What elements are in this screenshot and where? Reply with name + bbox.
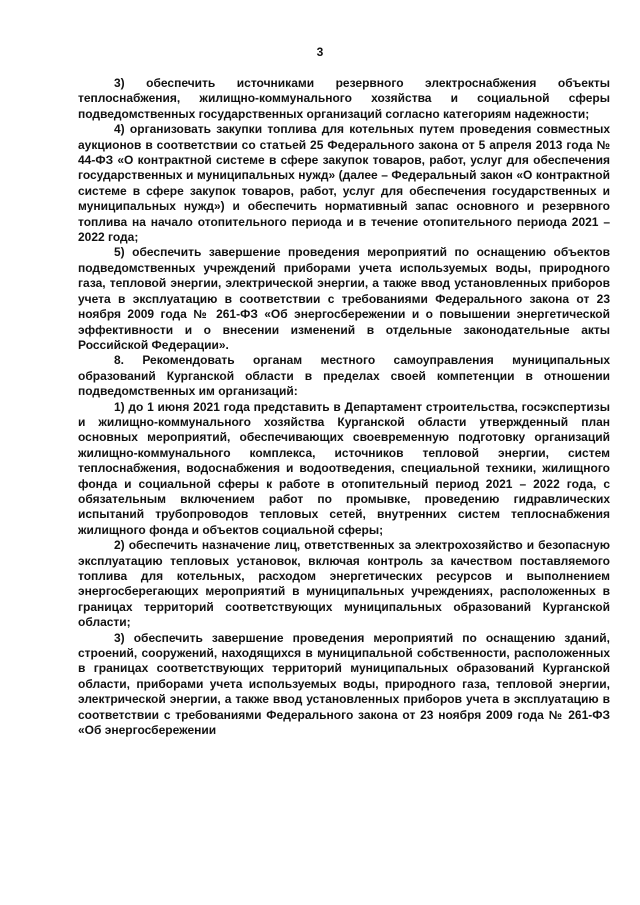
paragraph-5-metering: 5) обеспечить завершение проведения мероприятий по оснащению объектов подведомственных учреждений приборами учета используемых воды, природного газа, тепловой энергии, электрической энергии, а также ввод установленных приборов учета в эксплуатацию в соответствии с требованиями Федерального закона от 23 ноября 2009 года № 261-ФЗ «Об энергосбережении и о повышении энергетической эффективности и о внесении изменений в отдельные законодательные акты Российской Федерации». xyxy=(78,245,610,352)
paragraph-8-1-plan: 1) до 1 июня 2021 года представить в Департамент строительства, госэкспертизы и жилищно-коммунального хозяйства Курганской области утвержденный план основных мероприятий, обеспечивающих своевременную подготовку организаций жилищно-коммунального комплекса, источников тепловой энергии, систем теплоснабжения, водоснабжения и водоотведения, специальной техники, жилищного фонда и социальной сферы к работе в отопительный период 2021 – 2022 года, с обязательным включением работ по промывке, проведению гидравлических испытаний трубопроводов тепловых сетей, внутренних систем теплоснабжения жилищного фонда и объектов социальной сферы; xyxy=(78,399,610,537)
paragraph-3-backup-power: 3) обеспечить источниками резервного электроснабжения объекты теплоснабжения, жилищно-коммунального хозяйства и социальной сферы подведомственных государственных организаций согласно категориям надежности; xyxy=(78,76,610,121)
document-body xyxy=(78,76,610,738)
paragraph-8-2-responsible-persons: 2) обеспечить назначение лиц, ответственных за электрохозяйство и безопасную эксплуатацию тепловых установок, включая контроль за качеством поставляемого топлива для котельных, расходом энергетических ресурсов и выполнением энергосберегающих мероприятий в муниципальных учреждениях, расположенных в границах территорий соответствующих муниципальных образований Курганской области; xyxy=(78,538,610,630)
paragraph-8-3-metering: 3) обеспечить завершение проведения мероприятий по оснащению зданий, строений, сооружений, находящихся в муниципальной собственности, расположенных в границах соответствующих территорий муниципальных образований Курганской области, приборами учета используемых воды, природного газа, тепловой энергии, электрической энергии, а также ввод установленных приборов учета в эксплуатацию в соответствии с требованиями Федерального закона от 23 ноября 2009 года № 261-ФЗ «Об энергосбережении xyxy=(78,630,610,738)
paragraph-8-recommendation: 8. Рекомендовать органам местного самоуправления муниципальных образований Курганской области в пределах своей компетенции в отношении подведомственных им организаций: xyxy=(78,353,610,399)
paragraph-4-fuel-purchase: 4) организовать закупки топлива для котельных путем проведения совместных аукционов в соответствии со статьей 25 Федерального закона от 5 апреля 2013 года № 44-ФЗ «О контрактной системе в сфере закупок товаров, работ, услуг для обеспечения государственных и муниципальных нужд» (далее – Федеральный закон «О контрактной системе в сфере закупок товаров, работ, услуг для обеспечения государственных и муниципальных нужд») и обеспечить нормативный запас основного и резервного топлива на начало отопительного периода и в течение отопительного периода 2021 – 2022 года; xyxy=(78,122,610,245)
page-number: 3 xyxy=(316,45,324,59)
